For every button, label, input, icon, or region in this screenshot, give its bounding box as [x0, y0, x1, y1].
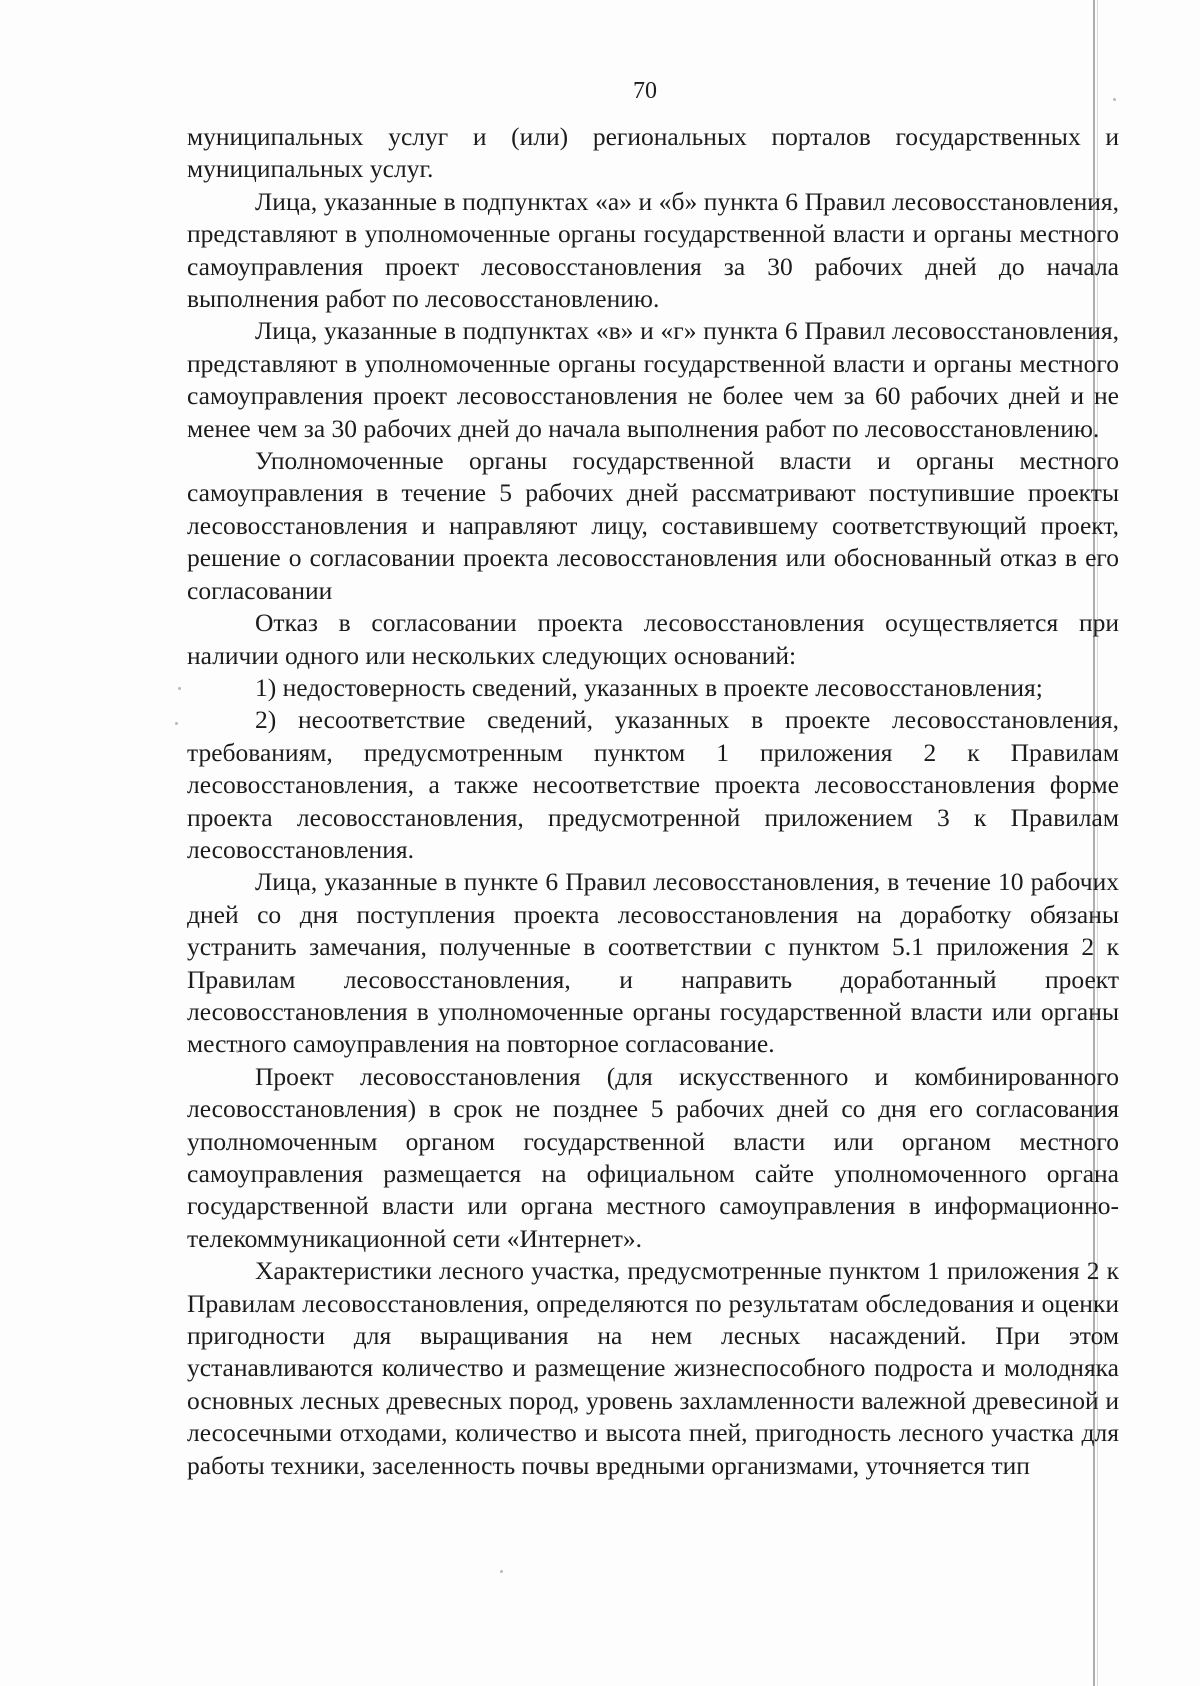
- paragraph: Характеристики лесного участка, предусмотренные пунктом 1 приложения 2 к Правилам лесовосстановления, определяются по результатам обследования и оценки пригодности для выращивания на нем лесных насаждений. При этом устанавливаются количество и размещение жизнеспособного подроста и молодняка основных лесных древесных пород, уровень захламленности валежной древесиной и лесосечными отходами, количество и высота пней, пригодность лесного участка для работы техники, заселенность почвы вредными организмами, уточняется тип: [187, 1256, 1119, 1480]
- paragraph: Лица, указанные в пункте 6 Правил лесовосстановления, в течение 10 рабочих дней со дня поступления проекта лесовосстановления на доработку обязаны устранить замечания, полученные в соответствии с пунктом 5.1 приложения 2 к Правилам лесовосстановления, и направить доработанный проект лесовосстановления в уполномоченные органы государственной власти или органы местного самоуправления на повторное согласование.: [187, 867, 1119, 1059]
- page-number: 70: [633, 78, 657, 104]
- list-item: 2) несоответствие сведений, указанных в проекте лесовосстановления, требованиям, предусмотренным пунктом 1 приложения 2 к Правилам лесовосстановления, а также несоответствие проекта лесовосстановления форме проекта лесовосстановления, предусмотренной приложением 3 к Правилам лесовосстановления.: [187, 705, 1119, 864]
- list-item: 1) недостоверность сведений, указанных в проекте лесовосстановления;: [255, 672, 1043, 702]
- scan-speck: [175, 722, 178, 725]
- paragraph: Лица, указанные в подпунктах «в» и «г» пункта 6 Правил лесовосстановления, представляют в уполномоченные органы государственной власти и органы местного самоуправления проект лесовосстановления не более чем за 60 рабочих дней и не менее чем за 30 рабочих дней до начала выполнения работ по лесовосстановлению.: [187, 316, 1119, 443]
- scan-speck: [178, 687, 181, 690]
- body-text: [187, 121, 1119, 1482]
- paragraph: Лица, указанные в подпунктах «а» и «б» пункта 6 Правил лесовосстановления, представляют в уполномоченные органы государственной власти и органы местного самоуправления проект лесовосстановления за 30 рабочих дней до начала выполнения работ по лесовосстановлению.: [187, 186, 1119, 314]
- paragraph-continuation: муниципальных услуг и (или) региональных порталов государственных и муниципальных услуг.: [187, 122, 1119, 184]
- paragraph: Уполномоченные органы государственной власти и органы местного самоуправления в течение 5 рабочих дней рассматривают поступившие проекты лесовосстановления и направляют лицу, составившему соответствующий проект, решение о согласовании проекта лесовосстановления или обоснованный отказ в его согласовании: [187, 446, 1119, 605]
- paragraph: Проект лесовосстановления (для искусственного и комбинированного лесовосстановления) в срок не позднее 5 рабочих дней со дня его согласования уполномоченным органом государственной власти или органом местного самоуправления размещается на официальном сайте уполномоченного органа государственной власти или органа местного самоуправления в информационно-телекоммуникационной сети «Интернет».: [187, 1061, 1119, 1253]
- paragraph: Отказ в согласовании проекта лесовосстановления осуществляется при наличии одного или нескольких следующих оснований:: [187, 608, 1119, 670]
- scan-speck: [500, 1570, 503, 1573]
